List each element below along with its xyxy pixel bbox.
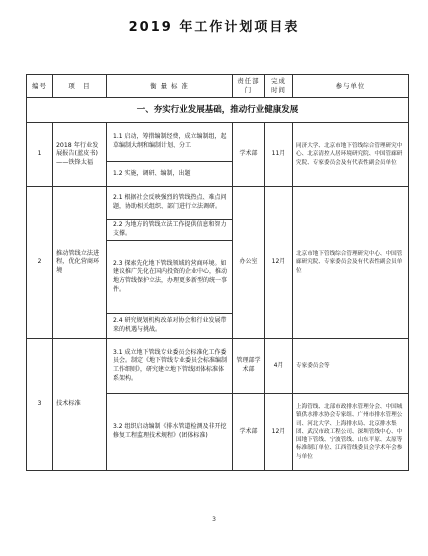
row-time: 12月: [265, 394, 293, 471]
row-participants: 北京市地下管线综合管理研究中心、中国管廊研究院、专家委员会及有代表性副会员单位: [293, 187, 409, 339]
section-heading: 一、夯实行业发展基础，推动行业健康发展: [27, 98, 409, 123]
header-participants: 参与单位: [293, 75, 409, 98]
row-measure: 3.2 组织启动编制《排水管道检测及非开挖修复工程监理技术规程》(团体标准): [107, 394, 233, 471]
document-title: 2019 年工作计划项目表: [128, 20, 300, 35]
row-number: 2: [27, 187, 53, 339]
row-item: 2018 年行业发展报告(蓝皮书)——铁锋太福: [53, 123, 107, 187]
row-measure: 1.1 启动，筹措编制经费，成立编制组，起草编制大纲和编制计划、分工: [107, 123, 233, 162]
row-item: 推动管线立法进程，优化营商环境: [53, 187, 107, 339]
header-time: 完成时间: [265, 75, 293, 98]
header-item: 项 目: [53, 75, 107, 98]
row-time: 4月: [265, 339, 293, 394]
header-number: 编号: [27, 75, 53, 98]
section-heading-row: [27, 98, 409, 123]
row-time: 12月: [265, 187, 293, 339]
row-measure: 2.1 根据社会反映强烈的管线热点、难点问题，协助相关组织、部门进行立法调研。: [107, 187, 233, 220]
work-plan-table: [26, 74, 409, 471]
table-header-row: [27, 75, 409, 98]
row-participants: 同济大学、北京市地下管线综合管理研究中心、北京清控人居环境研究院、中国管廊研究院、专家委员会及有代表性副会员单位: [293, 123, 409, 187]
row-number: 3: [27, 339, 53, 471]
row-dept: 管理部学术部: [233, 339, 265, 394]
row-measure: 1.2 实施，调研、编制，出题: [107, 162, 233, 187]
row-dept: 办公室: [233, 187, 265, 339]
table-row: [27, 187, 409, 220]
table-row: [27, 123, 409, 162]
row-dept: 学术部: [233, 394, 265, 471]
row-time: 11月: [265, 123, 293, 187]
row-participants: 专家委员会等: [293, 339, 409, 394]
row-measure: 3.1 成立地下管线专业委员会标准化工作委员会。制定《地下管线专业委员会标准编制工作细则》，研究建立地下管线团体标准体系架构。: [107, 339, 233, 394]
header-measure: 衡 量 标 准: [107, 75, 233, 98]
row-measure: 2.4 研究规划机构改革对协会和行业发展带来的机遇与挑战。: [107, 314, 233, 339]
row-number: 1: [27, 123, 53, 187]
row-measure: 2.3 探索先化地下管线领域的营商环境。如建议推广先化在国内投资的企业中心，推动地方管线保护立法，办理更多新型的统一事件。: [107, 241, 233, 314]
row-dept: 学术部: [233, 123, 265, 187]
page-number: 3: [212, 516, 216, 523]
row-item: 技术标准: [53, 339, 107, 471]
header-dept: 责任部门: [233, 75, 265, 98]
row-participants: 上海管线、北部市政排水管理分会、中国城镇供水排水协会专家组、广州市排水管理公司、河北大学、上海排水局、北京排水集团、武汉市政工程公司、深圳管线中心、中国地下管线、宁波管线、山东平原、太原等标准制订单位、江西管线委员会学术年会参与单位: [293, 394, 409, 471]
row-measure: 2.2 为地方的管线立法工作提供信息和智力支撑。: [107, 220, 233, 241]
table-row: [27, 339, 409, 394]
